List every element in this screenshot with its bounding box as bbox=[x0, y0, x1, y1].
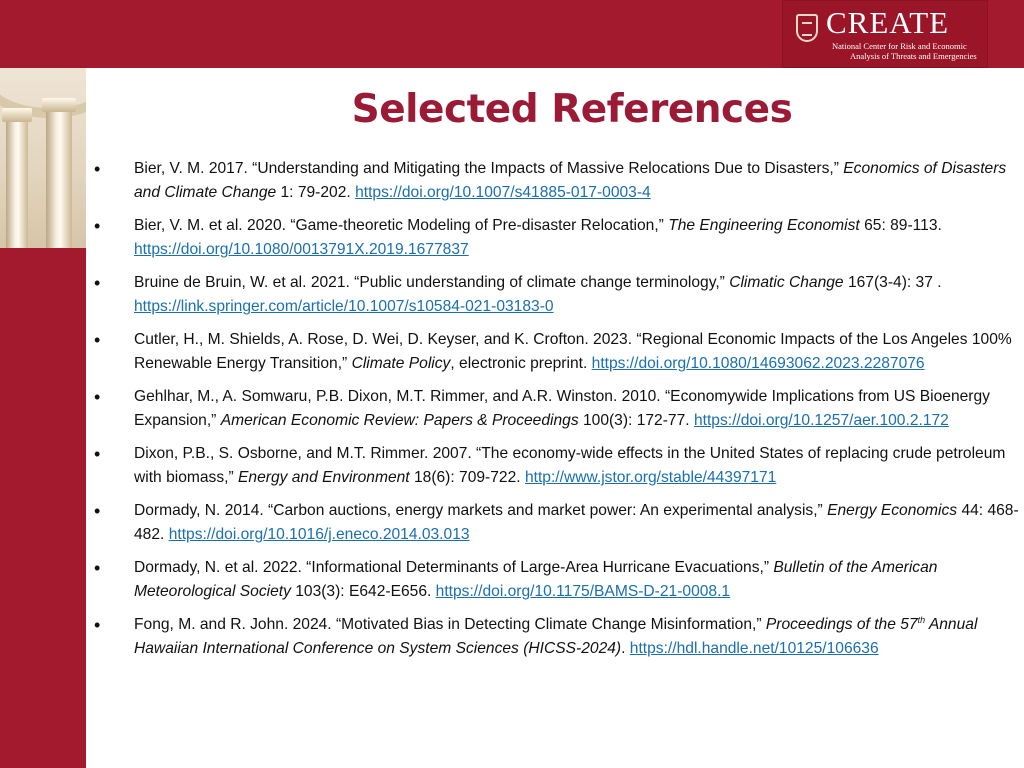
reference-link[interactable]: https://doi.org/10.1175/BAMS-D-21-0008.1 bbox=[435, 583, 731, 600]
reference-link[interactable]: http://www.jstor.org/stable/44397171 bbox=[524, 469, 777, 486]
reference-authors-title: Bier, V. M. 2017. “Understanding and Mitigating the Impacts of Massive Relocations Due to Disasters,” bbox=[134, 160, 844, 177]
reference-volume-pages: 167(3-4): 37 . bbox=[843, 274, 942, 291]
reference-link[interactable]: https://link.springer.com/article/10.1007/s10584-021-03183-0 bbox=[134, 298, 554, 315]
reference-authors-title: Dixon, P.B., S. Osborne, and M.T. Rimmer. 2007. “The economy-wide effects in the United States of replacing crude petroleum with biomass,” bbox=[134, 445, 1006, 486]
logo-subtitle-line-1: National Center for Risk and Economic bbox=[832, 41, 967, 51]
reference-link[interactable]: https://doi.org/10.1007/s41885-017-0003-4 bbox=[355, 184, 651, 201]
reference-volume-pages: 44: 468-482. bbox=[134, 502, 1019, 543]
reference-journal: Climate Policy bbox=[351, 355, 451, 372]
reference-volume-pages: 1: 79-202. bbox=[276, 184, 356, 201]
logo-subtitle bbox=[832, 41, 982, 61]
reference-journal: Climatic Change bbox=[729, 274, 844, 291]
reference-link[interactable]: https://doi.org/10.1016/j.eneco.2014.03.013 bbox=[168, 526, 470, 543]
reference-item bbox=[94, 613, 1020, 661]
reference-link[interactable]: https://doi.org/10.1080/14693062.2023.2287076 bbox=[591, 355, 925, 372]
reference-item bbox=[94, 385, 1020, 433]
reference-item bbox=[94, 214, 1020, 262]
reference-authors-title: Dormady, N. et al. 2022. “Informational Determinants of Large-Area Hurricane Evacuations,” bbox=[134, 559, 774, 576]
reference-authors-title: Bier, V. M. et al. 2020. “Game-theoretic Modeling of Pre-disaster Relocation,” bbox=[134, 217, 669, 234]
reference-journal: Economics of Disasters and Climate Change bbox=[134, 160, 1007, 201]
reference-volume-pages: . bbox=[621, 640, 630, 657]
reference-volume-pages: , electronic preprint. bbox=[450, 355, 592, 372]
reference-volume-pages: 18(6): 709-722. bbox=[409, 469, 525, 486]
reference-item bbox=[94, 271, 1020, 319]
reference-item bbox=[94, 499, 1020, 547]
reference-link[interactable]: https://hdl.handle.net/10125/106636 bbox=[629, 640, 879, 657]
create-logo bbox=[782, 0, 988, 68]
reference-journal: Bulletin of the American Meteorological Society bbox=[134, 559, 938, 600]
reference-volume-pages: 65: 89-113. bbox=[859, 217, 942, 234]
reference-authors-title: Bruine de Bruin, W. et al. 2021. “Public understanding of climate change terminology,” bbox=[134, 274, 730, 291]
reference-volume-pages: 103(3): E642-E656. bbox=[290, 583, 436, 600]
page-title: Selected References bbox=[351, 87, 793, 132]
reference-authors-title: Fong, M. and R. John. 2024. “Motivated Bias in Detecting Climate Change Misinformation,” bbox=[134, 616, 766, 633]
seal-icon bbox=[796, 14, 818, 42]
reference-authors-title: Gehlhar, M., A. Somwaru, P.B. Dixon, M.T. Rimmer, and A.R. Winston. 2010. “Economywide Implications from US Bioenergy Expansion,” bbox=[134, 388, 990, 429]
reference-journal-rest: Annual Hawaiian International Conference on System Sciences (HICSS-2024) bbox=[134, 616, 978, 657]
logo-wordmark: CREATE bbox=[826, 5, 950, 40]
reference-journal-part: Proceedings of the 57 bbox=[765, 616, 918, 633]
reference-item bbox=[94, 328, 1020, 376]
reference-volume-pages: 100(3): 172-77. bbox=[578, 412, 694, 429]
reference-authors-title: Cutler, H., M. Shields, A. Rose, D. Wei, D. Keyser, and K. Crofton. 2023. “Regional Economic Impacts of the Los Angeles 100% Renewable Energy Transition,” bbox=[134, 331, 1012, 372]
reference-item bbox=[94, 556, 1020, 604]
reference-authors-title: Dormady, N. 2014. “Carbon auctions, energy markets and market power: An experimental analysis,” bbox=[134, 502, 828, 519]
reference-item bbox=[94, 442, 1020, 490]
reference-journal: Energy Economics bbox=[827, 502, 958, 519]
reference-item bbox=[94, 157, 1020, 205]
reference-journal: American Economic Review: Papers & Proceedings bbox=[220, 412, 579, 429]
reference-journal: Energy and Environment bbox=[238, 469, 410, 486]
logo-subtitle-line-2: Analysis of Threats and Emergencies bbox=[850, 51, 977, 61]
reference-link[interactable]: https://doi.org/10.1257/aer.100.2.172 bbox=[693, 412, 949, 429]
reference-link[interactable]: https://doi.org/10.1080/0013791X.2019.1677837 bbox=[134, 241, 469, 258]
reference-list bbox=[94, 157, 1020, 670]
ordinal-suffix: th bbox=[917, 614, 926, 625]
reference-journal: The Engineering Economist bbox=[668, 217, 860, 234]
